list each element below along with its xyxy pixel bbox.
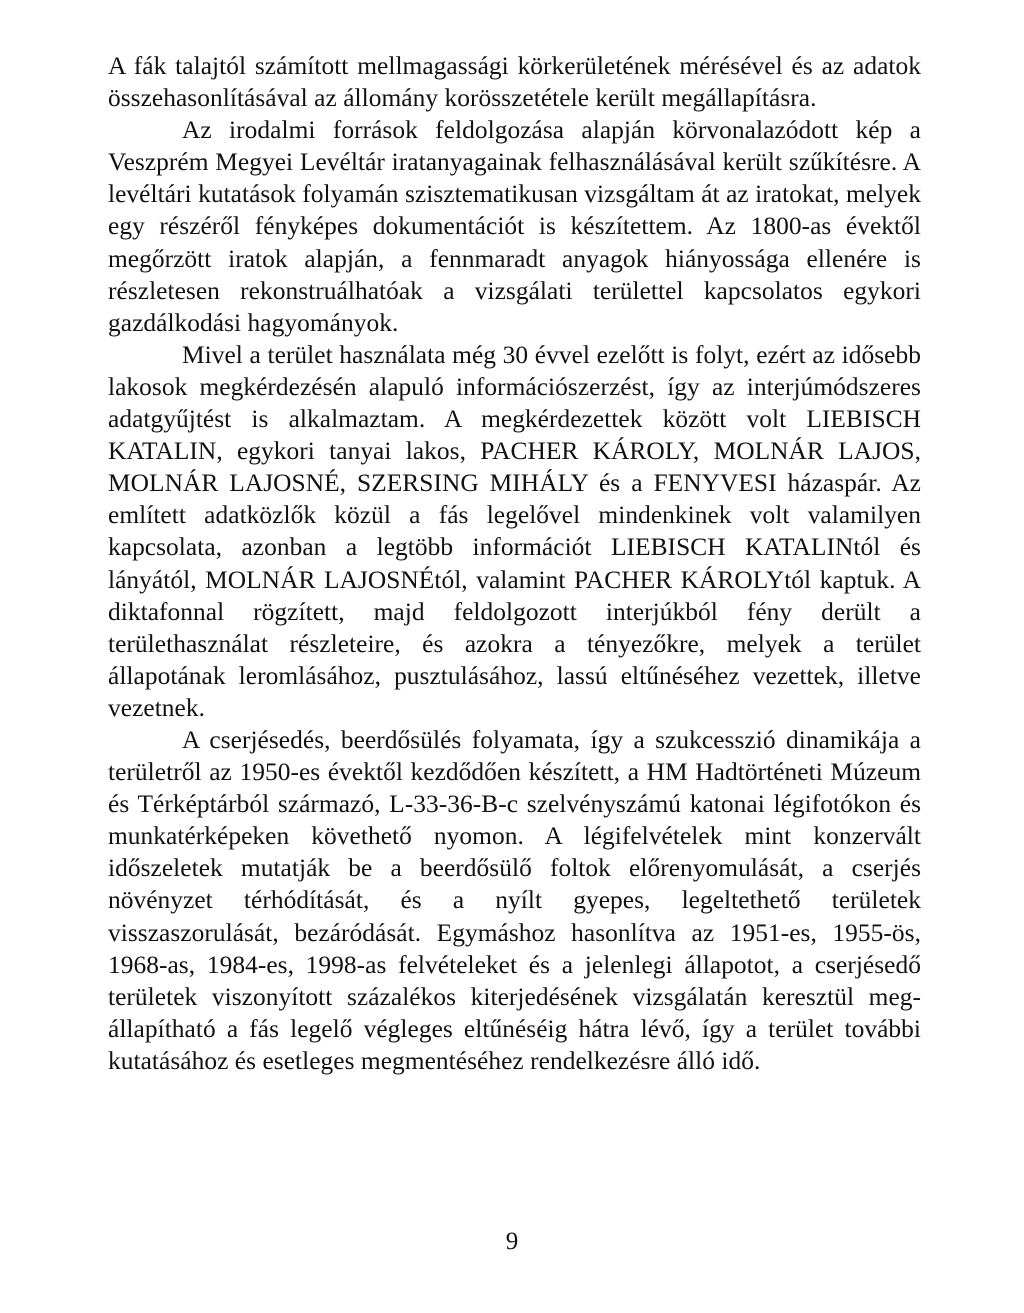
paragraph-4: A cserjésedés, beerdősülés folyamata, így a szukcesszió dinamikája a területről az 1950-es évektől kezdődően készített, a HM Hadtörténeti Múzeum és Térképtárból származó, L-33-36-B-c szelvényszámú katonai légifotókon és munkatérképeken követhető nyomon. A légifelvételek mint konzervált időszeletek mutatják be a beerdősülő foltok előrenyomulását, a cserjés növényzet térhódítását, és a nyílt gyepes, legeltethető területek visszaszorulását, bezáródását. Egymáshoz hasonlítva az 1951-es, 1955-ös, 1968-as, 1984-es, 1998-as felvételeket és a jelenlegi állapotot, a cserjésedő területek viszonyított százalékos kiterjedésének vizsgálatán keresztül megállapítható a fás legelő végleges eltűnéséig hátra lévő, így a terület további kutatásához és esetleges megmentéséhez rendelkezésre álló idő. — [108, 725, 921, 1075]
page-number: 9 — [505, 1228, 519, 1255]
paragraph-3: Mivel a terület használata még 30 évvel ezelőtt is folyt, ezért az idősebb lakosok megkérdezésén alapuló információszerzést, így az interjúmódszeres adatgyűjtést is alkalmaztam. A megkérdezettek között volt LIEBISCH KATALIN, egykori tanyai lakos, PACHER KÁROLY, MOLNÁR LAJOS, MOLNÁR LAJOSNÉ, SZERSING MIHÁLY és a FENYVESI házaspár. Az említett adatközlők közül a fás legelővel mindenkinek volt valamilyen kapcsolata, azonban a legtöbb információt LIEBISCH KATALINtól és lányától, MOLNÁR LAJOSNÉtól, valamint PACHER KÁROLYtól kaptuk. A diktafonnal rögzített, majd feldolgozott interjúkból fény derült a területhasználat részleteire, és azokra a tényezőkre, melyek a terület állapotának leromlásához, pusztulásához, lassú eltűnéséhez vezettek, illetve vezetnek. — [108, 340, 921, 722]
paragraph-2: Az irodalmi források feldolgozása alapján körvonalazódott kép a Veszprém Megyei Levéltár iratanyagainak felhasználásával került szűkítésre. A levéltári kutatások folyamán szisztematikusan vizsgáltam át az iratokat, melyek egy részéről fényképes dokumentációt is készítettem. Az 1800-as évektől megőrzött iratok alapján, a fennmaradt anyagok hiányossága ellenére is részletesen rekonstruálhatóak a vizsgálati területtel kapcsolatos egykori gazdálkodási hagyományok. — [108, 116, 921, 337]
paragraph-1: A fák talajtól számított mellmagassági körkerületének mérésével és az adatok összehasonlításával az állomány korösszetétele került megállapításra. — [108, 52, 921, 113]
document-body — [108, 50, 921, 1077]
